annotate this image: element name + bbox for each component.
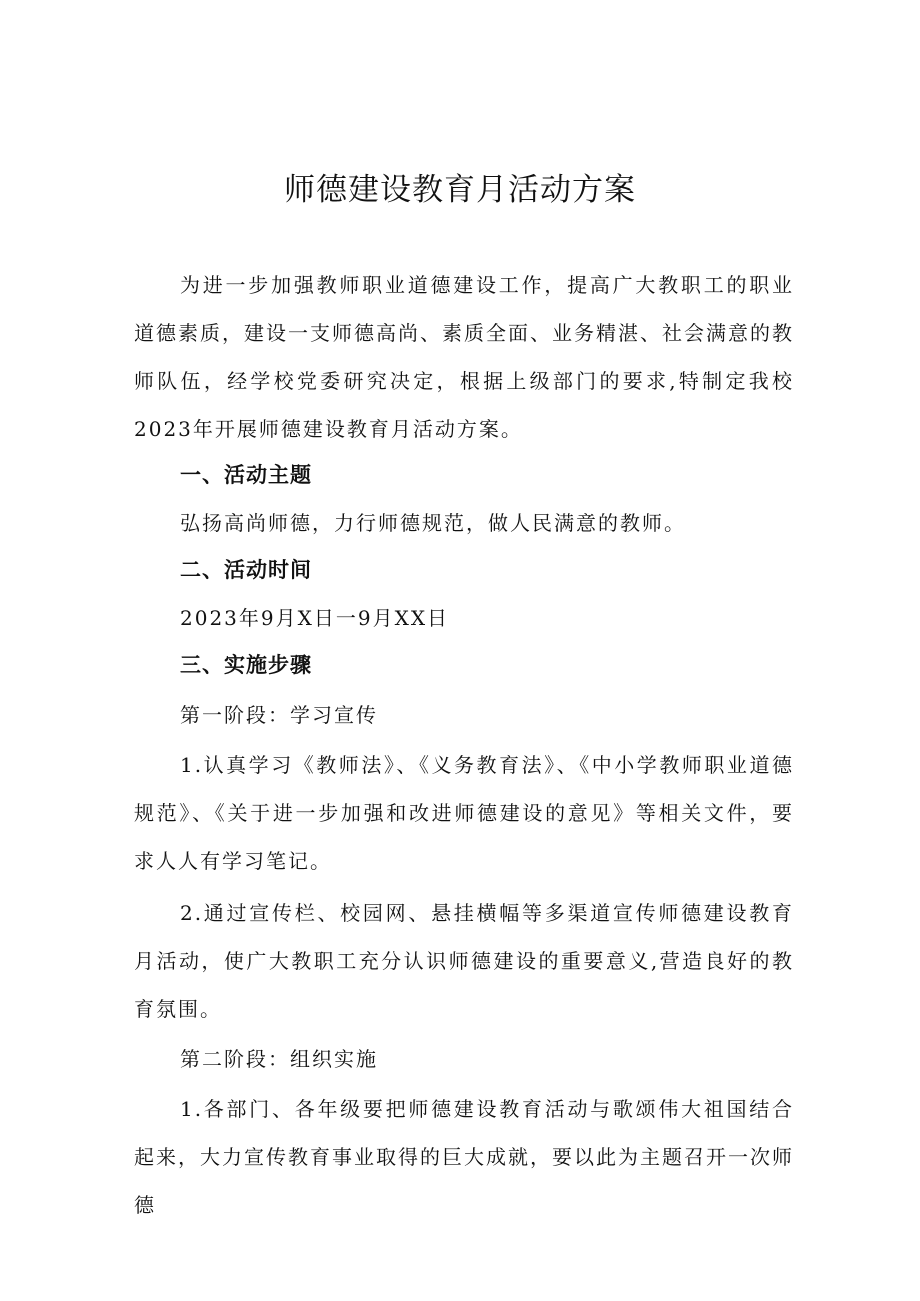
section-2-heading: 二、活动时间 xyxy=(180,558,312,582)
section-3-heading: 三、实施步骤 xyxy=(180,653,312,677)
section-1-text: 弘扬高尚师德，力行师德规范，做人民满意的教师。 xyxy=(180,511,686,535)
section-2-text: 2023年9月X日一9月XX日 xyxy=(180,606,450,630)
phase-2-item-1: 1.各部门、各年级要把师德建设教育活动与歌颂伟大祖国结合起来，大力宣传教育事业取得的巨大成就，要以此为主题召开一次师德 xyxy=(134,1097,794,1217)
document-title: 师德建设教育月活动方案 xyxy=(284,172,636,208)
phase-2-label: 第二阶段：组织实施 xyxy=(180,1047,378,1071)
phase-1-label: 第一阶段：学习宣传 xyxy=(180,703,378,727)
intro-paragraph: 为进一步加强教师职业道德建设工作，提高广大教职工的职业道德素质，建设一支师德高尚、素质全面、业务精湛、社会满意的教师队伍，经学校党委研究决定，根据上级部门的要求,特制定我校2023年开展师德建设教育月活动方案。 xyxy=(134,273,794,441)
phase-1-item-2: 2.通过宣传栏、校园网、悬挂横幅等多渠道宣传师德建设教育月活动，使广大教职工充分认识师德建设的重要意义,营造良好的教育氛围。 xyxy=(134,901,794,1021)
phase-1-item-1: 1.认真学习《教师法》、《义务教育法》、《中小学教师职业道德规范》、《关于进一步加强和改进师德建设的意见》等相关文件，要求人人有学习笔记。 xyxy=(134,753,794,873)
section-1-heading: 一、活动主题 xyxy=(180,463,312,487)
